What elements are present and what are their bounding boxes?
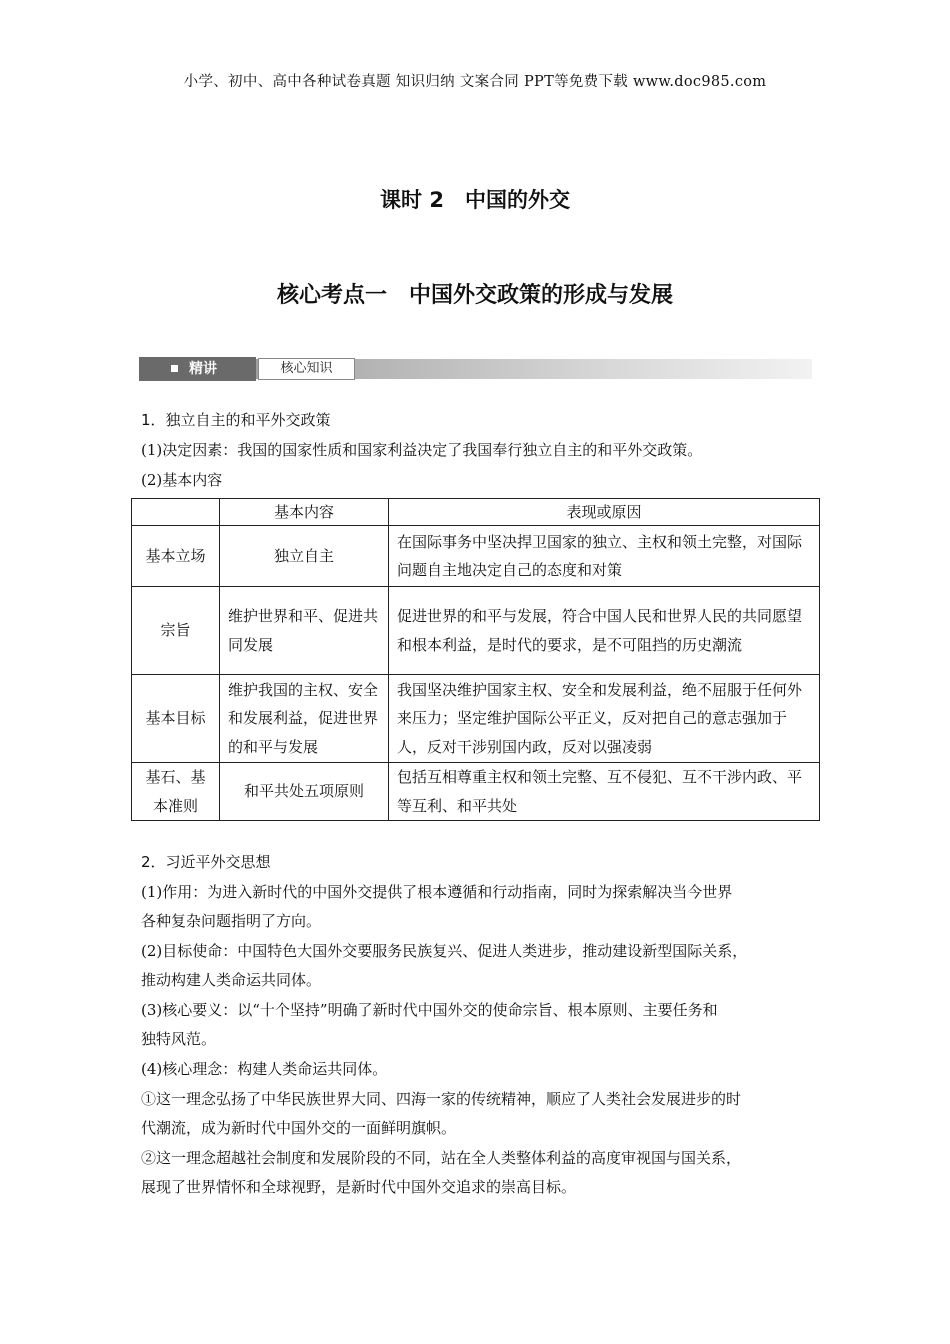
part2-line: 独特风范。 — [141, 1030, 217, 1048]
banner-tag — [139, 357, 256, 381]
row-detail: 包括互相尊重主权和领土完整、互不侵犯、互不干涉内政、平等互利、和平共处 — [389, 763, 820, 821]
row-label: 基本目标 — [132, 675, 220, 763]
section-title: 核心考点一 中国外交政策的形成与发展 — [276, 283, 673, 308]
row-content: 和平共处五项原则 — [220, 763, 389, 821]
row-label: 宗旨 — [132, 587, 220, 675]
part2-line: (1)作用：为进入新时代的中国外交提供了根本遵循和行动指南，同时为探索解决当今世界 — [141, 883, 733, 901]
section-banner — [139, 357, 812, 381]
row-content: 维护我国的主权、安全和发展利益，促进世界的和平与发展 — [220, 675, 389, 763]
part2-line: (3)核心要义：以“十个坚持”明确了新时代中国外交的使命宗旨、根本原则、主要任务和 — [141, 1001, 718, 1019]
banner-box-label: 核心知识 — [258, 358, 355, 380]
part2-line: 各种复杂问题指明了方向。 — [141, 912, 322, 930]
part1-paragraph-2: (2)基本内容 — [141, 471, 223, 489]
part1-paragraph-1: (1)决定因素：我国的国家性质和国家利益决定了我国奉行独立自主的和平外交政策。 — [141, 441, 703, 459]
table-row — [132, 763, 820, 821]
part2-line: ②这一理念超越社会制度和发展阶段的不同，站在全人类整体利益的高度审视国与国关系， — [141, 1149, 742, 1167]
part2-heading: 2．习近平外交思想 — [141, 853, 271, 871]
row-detail: 促进世界的和平与发展，符合中国人民和世界人民的共同愿望和根本利益，是时代的要求，是不可阻挡的历史潮流 — [389, 587, 820, 675]
part1-heading: 1．独立自主的和平外交政策 — [141, 411, 331, 429]
table-header-cell: 表现或原因 — [389, 499, 820, 526]
table-header-row — [132, 499, 820, 526]
table-row — [132, 526, 820, 587]
square-bullet-icon — [171, 365, 178, 372]
page-header: 小学、初中、高中各种试卷真题 知识归纳 文案合同 PPT等免费下载 www.doc985.com — [183, 74, 767, 90]
part2-line: 展现了世界情怀和全球视野，是新时代中国外交追求的崇高目标。 — [141, 1178, 577, 1196]
table-row — [132, 587, 820, 675]
row-label: 基石、基本准则 — [132, 763, 220, 821]
row-label: 基本立场 — [132, 526, 220, 587]
row-content: 独立自主 — [220, 526, 389, 587]
row-content: 维护世界和平、促进共同发展 — [220, 587, 389, 675]
table-header-cell: 基本内容 — [220, 499, 389, 526]
part2-line: 推动构建人类命运共同体。 — [141, 971, 322, 989]
part2-line: (4)核心理念：构建人类命运共同体。 — [141, 1060, 388, 1078]
part2-line: 代潮流，成为新时代中国外交的一面鲜明旗帜。 — [141, 1119, 457, 1137]
table-row — [132, 675, 820, 763]
part2-line: (2)目标使命：中国特色大国外交要服务民族复兴、促进人类进步，推动建设新型国际关系， — [141, 942, 748, 960]
table-header-cell — [132, 499, 220, 526]
part2-line: ①这一理念弘扬了中华民族世界大同、四海一家的传统精神，顺应了人类社会发展进步的时 — [141, 1090, 742, 1108]
banner-tag-label: 精讲 — [189, 361, 217, 377]
lesson-title: 课时 2 中国的外交 — [380, 188, 570, 212]
row-detail: 我国坚决维护国家主权、安全和发展利益，绝不屈服于任何外来压力；坚定维护国际公平正义，反对把自己的意志强加于人，反对干涉别国内政，反对以强凌弱 — [389, 675, 820, 763]
policy-content-table — [131, 498, 820, 821]
row-detail: 在国际事务中坚决捍卫国家的独立、主权和领土完整，对国际问题自主地决定自己的态度和对策 — [389, 526, 820, 587]
